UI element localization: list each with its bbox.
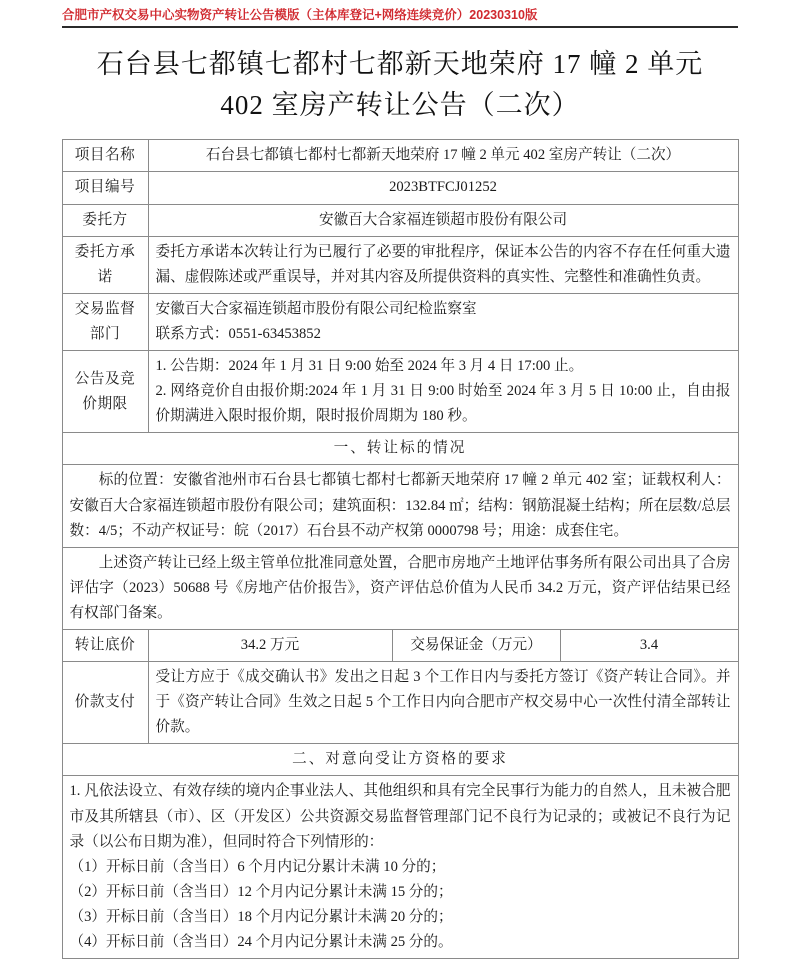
payment-terms-paragraph: 受让方应于《成交确认书》发出之日起 3 个工作日内与委托方签订《资产转让合同》。并于《资产转让合同》生效之日起 5 个工作日内向合肥市产权交易中心一次性付清全部转让价款。 — [155, 669, 731, 736]
table-row-asset-details — [62, 465, 738, 547]
section-heading-row-two — [62, 744, 738, 776]
valuation-paragraph: 上述资产转让已经上级主管单位批准同意处置，合肥市房地产土地评估事务所有限公司出具了合房评估字（2023）50688 号《房地产估价报告》，资产评估总价值为人民币 34.2 万元，资产评估结果已经有权部门备案。 — [69, 554, 731, 621]
value-commitment — [148, 236, 738, 293]
label-base-price: 转让底价 — [62, 629, 148, 661]
table-row-price — [62, 629, 738, 661]
table-row-commitment — [62, 236, 738, 293]
table-row-valuation — [62, 547, 738, 629]
supervision-contact: 联系方式：0551-63453852 — [155, 325, 321, 342]
value-deposit: 3.4 — [560, 629, 738, 661]
qualification-item: （4）开标日前（含当日）24 个月内记分累计未满 25 分的。 — [69, 934, 453, 950]
asset-location-paragraph: 标的位置：安徽省池州市石台县七都镇七都村七都新天地荣府 17 幢 2 单元 402 室；证载权利人：安徽百大合家福连锁超市股份有限公司；建筑面积：132.84 ㎡；结构：钢筋混凝土结构；所在层数/总层数：4/5；不动产权证号：皖（2017）石台县不动产权第 0000798 号；用途：成套住宅。 — [69, 472, 731, 539]
value-consignor: 安徽百大合家福连锁超市股份有限公司 — [148, 204, 738, 236]
qualification-item: （3）开标日前（含当日）18 个月内记分累计未满 20 分的； — [69, 908, 453, 925]
page-title-line-1: 石台县七都镇七都村七都新天地荣府 17 幢 2 单元 — [96, 49, 704, 80]
table-row-periods — [62, 351, 738, 433]
label-payment-terms: 价款支付 — [62, 662, 148, 744]
table-row-supervision — [62, 293, 738, 350]
label-supervision-dept: 交易监督部门 — [62, 293, 148, 350]
announcement-table — [62, 139, 739, 959]
label-consignor: 委托方 — [62, 204, 148, 236]
table-row-qualification — [62, 776, 738, 959]
value-project-name: 石台县七都镇七都村七都新天地荣府 17 幢 2 单元 402 室房产转让（二次） — [148, 140, 738, 172]
value-base-price: 34.2 万元 — [148, 629, 392, 661]
commitment-paragraph: 委托方承诺本次转让行为已履行了必要的审批程序，保证本公告的内容不存在任何重大遗漏、虚假陈述或严重误导，并对其内容及所提供资料的真实性、完整性和准确性负责。 — [155, 243, 731, 285]
qualification-cell — [62, 776, 738, 959]
table-row-project-name — [62, 140, 738, 172]
label-announcement-periods: 公告及竞价期限 — [62, 351, 148, 433]
section-two-heading: 二、对意向受让方资格的要求 — [62, 744, 738, 776]
label-commitment: 委托方承诺 — [62, 236, 148, 293]
value-supervision-dept — [148, 293, 738, 350]
table-row-consignor — [62, 204, 738, 236]
announcement-period-line: 1. 公告期：2024 年 1 月 31 日 9:00 始至 2024 年 3 月 4 日 17:00 止。 — [155, 358, 584, 375]
page-title — [0, 28, 800, 135]
supervision-office: 安徽百大合家福连锁超市股份有限公司纪检监察室 — [155, 300, 477, 317]
table-row-payment — [62, 662, 738, 744]
value-payment-terms — [148, 662, 738, 744]
label-project-code: 项目编号 — [62, 172, 148, 204]
asset-details-cell — [62, 465, 738, 547]
label-project-name: 项目名称 — [62, 140, 148, 172]
section-heading-row-one — [62, 433, 738, 465]
page-title-line-2: 402 室房产转让公告（二次） — [220, 89, 580, 120]
value-announcement-periods — [148, 351, 738, 433]
template-banner-text: 合肥市产权交易中心实物资产转让公告模版（主体库登记+网络连续竞价）20230310版 — [62, 8, 538, 22]
value-project-code: 2023BTFCJ01252 — [148, 172, 738, 204]
qualification-intro: 1. 凡依法设立、有效存续的境内企事业法人、其他组织和具有完全民事行为能力的自然人，且未被合肥市及其所辖县（市）、区（开发区）公共资源交易监督管理部门记不良行为记录的；或被记不良行为记录（以公布日期为准），但同时符合下列情形的： — [69, 783, 731, 850]
section-one-heading: 一、转让标的情况 — [62, 433, 738, 465]
label-deposit: 交易保证金（万元） — [392, 629, 560, 661]
qualification-item: （1）开标日前（含当日）6 个月内记分累计未满 10 分的； — [69, 858, 446, 875]
valuation-cell — [62, 547, 738, 629]
qualification-item: （2）开标日前（含当日）12 个月内记分累计未满 15 分的； — [69, 883, 453, 900]
table-row-project-code — [62, 172, 738, 204]
bidding-period-line: 2. 网络竞价自由报价期:2024 年 1 月 31 日 9:00 时始至 2024 年 3 月 5 日 10:00 止，自由报价期满进入限时报价期，限时报价周期为 180 秒。 — [155, 383, 731, 425]
